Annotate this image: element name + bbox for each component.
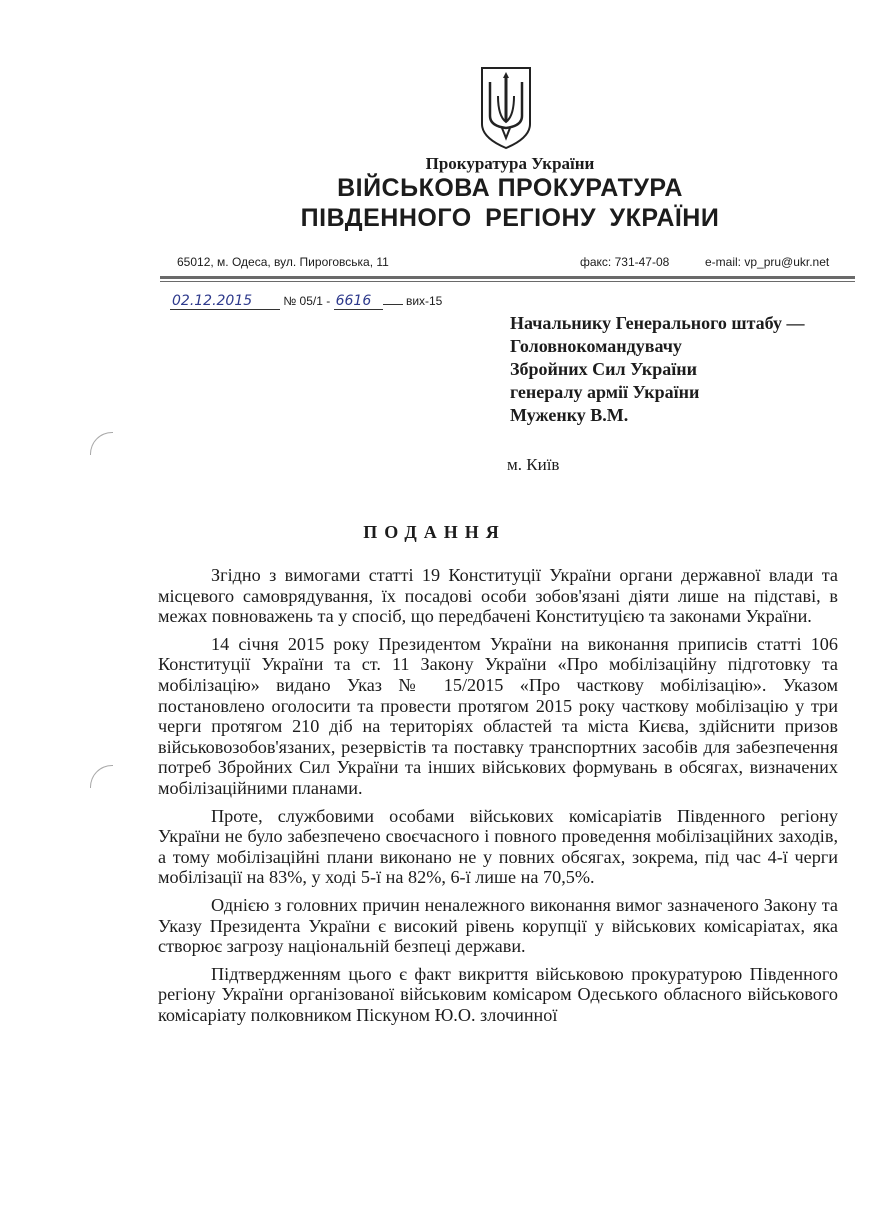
outgoing-number-blank (383, 292, 403, 305)
outgoing-reference (170, 292, 442, 310)
addressee-line: Головнокомандувачу (510, 336, 682, 356)
outgoing-date: 02.12.2015 (170, 293, 280, 310)
addressee-line: генералу армії України (510, 382, 700, 402)
addressee-block (510, 312, 804, 427)
header-divider (160, 276, 855, 279)
body-paragraph: Згідно з вимогами статті 19 Конституції України органи державної влади та місцевого самоврядування, їх посадові особи зобов'язані діяти лише на підставі, в межах повноважень та у спосіб, що передбачені Конституцією та законами України. (158, 565, 838, 627)
header-divider-thin (160, 281, 855, 282)
body-paragraph: Підтвердженням цього є факт викриття військовою прокуратурою Південного регіону України організованої військовим комісаром Одеського обласного військового комісаріату полковником Піскуном Ю.О. злочинної (158, 963, 838, 1025)
document-body (158, 565, 838, 1032)
body-paragraph: Проте, службовими особами військових комісаріатів Південного регіону України не було забезпечено своєчасного і повного проведення мобілізаційних заходів, а тому мобілізаційні плани виконано не у повних обсягах, зокрема, під час 4-ї черги мобілізації на 83%, у ході 5-ї на 82%, 6-ї лише на 70,5%. (158, 805, 838, 888)
body-paragraph: 14 січня 2015 року Президентом України на виконання приписів статті 106 Конституції України та ст. 11 Закону України «Про мобілізаційну підготовку та мобілізацію» видано Указ № 15/2015 «Про часткову мобілізацію». Указом постановлено оголосити та провести протягом 2015 року часткову мобілізацію у три черги протягом 210 діб на територіях областей та міста Києва, здійснити призов військовозобов'язаних, резервістів та поставку транспортних засобів для забезпечення потреб Збройних Сил України та інших військових формувань в обсягах, визначених мобілізаційними планами. (158, 633, 838, 798)
org-email: e-mail: vp_pru@ukr.net (705, 255, 830, 269)
outgoing-suffix: вих-15 (405, 294, 443, 308)
addressee-line: Начальнику Генерального штабу — (510, 313, 805, 333)
outgoing-number: 6616 (334, 293, 383, 310)
org-name-line-1: ВІЙСЬКОВА ПРОКУРАТУРА (337, 174, 683, 202)
punch-hole-mark (90, 432, 113, 455)
org-address: 65012, м. Одеса, вул. Пироговська, 11 (177, 255, 389, 269)
addressee-line: Муженку В.М. (510, 405, 629, 425)
punch-hole-mark (90, 765, 113, 788)
addressee-line: Збройних Сил України (510, 359, 697, 379)
outgoing-number-prefix: № 05/1 - (283, 294, 331, 308)
org-fax: факс: 731-47-08 (580, 255, 670, 269)
body-paragraph: Однією з головних причин неналежного виконання вимог зазначеного Закону та Указу Президента України є високий рівень корупції у військових комісаріатах, яка створює загрозу національній безпеці держави. (158, 894, 838, 957)
document-title: ПОДАННЯ (363, 522, 506, 542)
org-name-line-2: ПІВДЕННОГО РЕГІОНУ УКРАЇНИ (300, 204, 720, 232)
addressee-city: м. Київ (507, 455, 560, 474)
org-parent-name: Прокуратура України (425, 154, 595, 173)
coat-of-arms-icon (480, 66, 532, 150)
